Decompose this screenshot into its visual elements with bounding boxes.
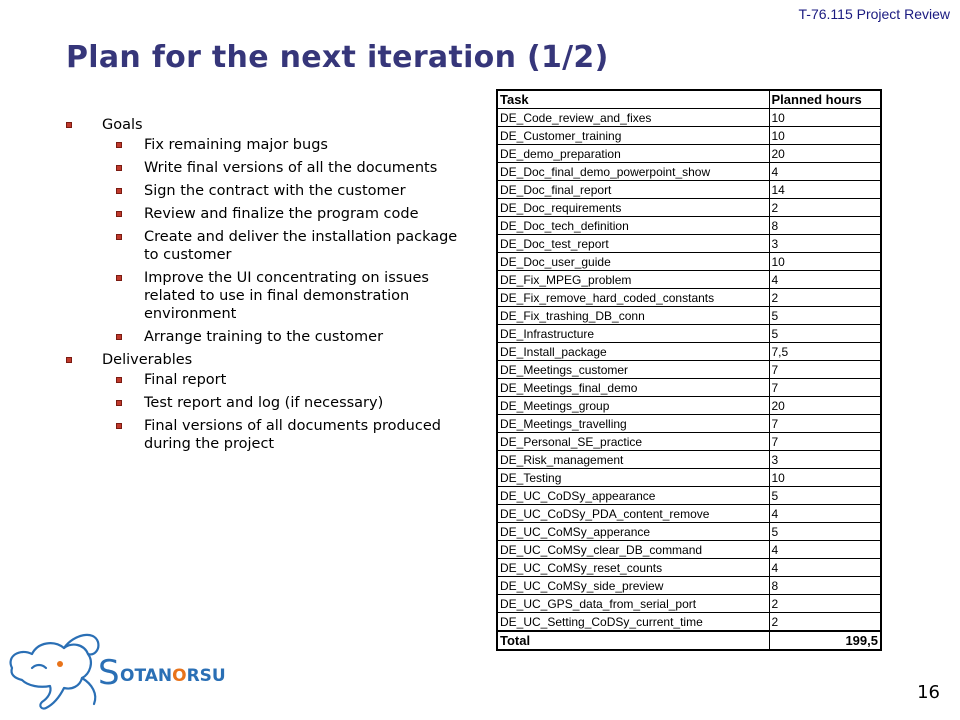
hours-cell: 5 [769, 307, 881, 325]
hours-cell: 4 [769, 541, 881, 559]
bullet-marker-icon [116, 165, 122, 171]
bullet-goals [66, 116, 466, 134]
table-row [497, 559, 881, 577]
table-row [497, 613, 881, 632]
task-cell: DE_Meetings_travelling [497, 415, 769, 433]
task-cell: DE_Personal_SE_practice [497, 433, 769, 451]
bullet-marker-icon [66, 357, 72, 363]
table-row [497, 415, 881, 433]
task-cell: DE_Fix_trashing_DB_conn [497, 307, 769, 325]
hours-cell: 8 [769, 217, 881, 235]
task-cell: DE_Doc_test_report [497, 235, 769, 253]
table-row [497, 379, 881, 397]
task-cell: DE_Infrastructure [497, 325, 769, 343]
hours-cell: 10 [769, 469, 881, 487]
task-cell: DE_Doc_final_report [497, 181, 769, 199]
task-cell: DE_UC_CoDSy_appearance [497, 487, 769, 505]
hours-cell: 5 [769, 487, 881, 505]
table-row [497, 343, 881, 361]
hours-cell: 7 [769, 361, 881, 379]
sub-bullet-text: Final versions of all documents produced during the project [144, 418, 441, 452]
hours-cell: 3 [769, 235, 881, 253]
task-cell: DE_Doc_user_guide [497, 253, 769, 271]
table-row [497, 289, 881, 307]
hours-cell: 20 [769, 145, 881, 163]
table-row [497, 523, 881, 541]
bullet-marker-icon [116, 211, 122, 217]
sub-bullet [66, 136, 466, 154]
sub-bullet-text: Final report [144, 372, 227, 388]
task-cell: DE_UC_CoMSy_apperance [497, 523, 769, 541]
table-row [497, 541, 881, 559]
table-row [497, 181, 881, 199]
task-cell: DE_UC_GPS_data_from_serial_port [497, 595, 769, 613]
table-row [497, 361, 881, 379]
sub-bullet [66, 328, 466, 346]
table-row [497, 235, 881, 253]
table-row [497, 127, 881, 145]
hours-cell: 2 [769, 595, 881, 613]
logo-s-letter: S [98, 653, 120, 693]
table-row [497, 325, 881, 343]
sub-bullet [66, 205, 466, 223]
hours-cell: 10 [769, 127, 881, 145]
sub-bullet-text: Write final versions of all the documents [144, 160, 438, 176]
sub-bullet-text: Improve the UI concentrating on issues related to use in final demonstration environment [144, 270, 429, 322]
hours-cell: 7 [769, 379, 881, 397]
table-row [497, 253, 881, 271]
bullet-marker-icon [116, 275, 122, 281]
table-row [497, 217, 881, 235]
hours-cell: 7 [769, 415, 881, 433]
table-row [497, 487, 881, 505]
task-cell: DE_Doc_tech_definition [497, 217, 769, 235]
hours-cell: 14 [769, 181, 881, 199]
task-cell: DE_Meetings_customer [497, 361, 769, 379]
table-row [497, 469, 881, 487]
task-cell: DE_Fix_remove_hard_coded_constants [497, 289, 769, 307]
sub-bullet [66, 228, 466, 264]
bullet-marker-icon [116, 377, 122, 383]
sub-bullet-text: Sign the contract with the customer [144, 183, 406, 199]
bullet-marker-icon [116, 188, 122, 194]
task-cell: DE_UC_CoDSy_PDA_content_remove [497, 505, 769, 523]
hours-cell: 7,5 [769, 343, 881, 361]
sub-bullet [66, 394, 466, 412]
bullet-marker-icon [116, 423, 122, 429]
header-planned-hours: Planned hours [769, 90, 881, 109]
sub-bullet [66, 269, 466, 323]
task-cell: DE_UC_CoMSy_reset_counts [497, 559, 769, 577]
table-row [497, 577, 881, 595]
table-row [497, 451, 881, 469]
task-cell: DE_Doc_final_demo_powerpoint_show [497, 163, 769, 181]
bullet-marker-icon [116, 334, 122, 340]
table-total-row [497, 631, 881, 650]
sub-bullet [66, 417, 466, 453]
hours-cell: 4 [769, 163, 881, 181]
hours-cell: 20 [769, 397, 881, 415]
task-cell: DE_Risk_management [497, 451, 769, 469]
task-cell: DE_Testing [497, 469, 769, 487]
task-cell: DE_Customer_training [497, 127, 769, 145]
task-cell: DE_Install_package [497, 343, 769, 361]
hours-cell: 2 [769, 613, 881, 632]
hours-cell: 5 [769, 325, 881, 343]
bullet-list [66, 116, 466, 458]
task-cell: DE_Meetings_final_demo [497, 379, 769, 397]
bullet-deliverables [66, 351, 466, 369]
task-cell: DE_Meetings_group [497, 397, 769, 415]
bullet-marker-icon [116, 400, 122, 406]
sub-bullet [66, 182, 466, 200]
table-row [497, 307, 881, 325]
hours-cell: 10 [769, 253, 881, 271]
page-number: 16 [917, 682, 940, 703]
logo-eye-icon [57, 661, 63, 667]
table-row [497, 433, 881, 451]
total-value: 199,5 [769, 631, 881, 650]
header-task: Task [497, 90, 769, 109]
table-row [497, 505, 881, 523]
table-row [497, 145, 881, 163]
task-hours-table [496, 89, 882, 651]
hours-cell: 2 [769, 199, 881, 217]
task-cell: DE_Code_review_and_fixes [497, 109, 769, 127]
table-row [497, 163, 881, 181]
table-row [497, 271, 881, 289]
hours-cell: 4 [769, 271, 881, 289]
bullet-goals-label: Goals [102, 117, 143, 133]
sub-bullet-text: Test report and log (if necessary) [144, 395, 384, 411]
bullet-marker-icon [116, 234, 122, 240]
sub-bullet-text: Review and finalize the program code [144, 206, 419, 222]
bullet-marker-icon [66, 122, 72, 128]
task-cell: DE_Doc_requirements [497, 199, 769, 217]
table-row [497, 397, 881, 415]
table-header-row [497, 90, 881, 109]
hours-cell: 2 [769, 289, 881, 307]
total-label: Total [497, 631, 769, 650]
logo-wordmark: OTANORSU [120, 666, 226, 686]
table-row [497, 595, 881, 613]
hours-cell: 3 [769, 451, 881, 469]
task-cell: DE_Fix_MPEG_problem [497, 271, 769, 289]
table-row [497, 199, 881, 217]
hours-cell: 7 [769, 433, 881, 451]
hours-cell: 4 [769, 559, 881, 577]
hours-cell: 8 [769, 577, 881, 595]
hours-cell: 10 [769, 109, 881, 127]
task-cell: DE_UC_CoMSy_side_preview [497, 577, 769, 595]
bullet-marker-icon [116, 142, 122, 148]
sub-bullet-text: Create and deliver the installation package to customer [144, 229, 458, 263]
sub-bullet-text: Fix remaining major bugs [144, 137, 328, 153]
sub-bullet [66, 159, 466, 177]
sub-bullet [66, 371, 466, 389]
hours-cell: 4 [769, 505, 881, 523]
task-cell: DE_UC_Setting_CoDSy_current_time [497, 613, 769, 632]
hours-cell: 5 [769, 523, 881, 541]
sotanorsu-logo [2, 628, 226, 718]
task-cell: DE_demo_preparation [497, 145, 769, 163]
bullet-deliverables-label: Deliverables [102, 352, 193, 368]
slide-title: Plan for the next iteration (1/2) [66, 40, 609, 75]
course-header: T-76.115 Project Review [798, 6, 950, 22]
table-row [497, 109, 881, 127]
task-cell: DE_UC_CoMSy_clear_DB_command [497, 541, 769, 559]
sub-bullet-text: Arrange training to the customer [144, 329, 384, 345]
